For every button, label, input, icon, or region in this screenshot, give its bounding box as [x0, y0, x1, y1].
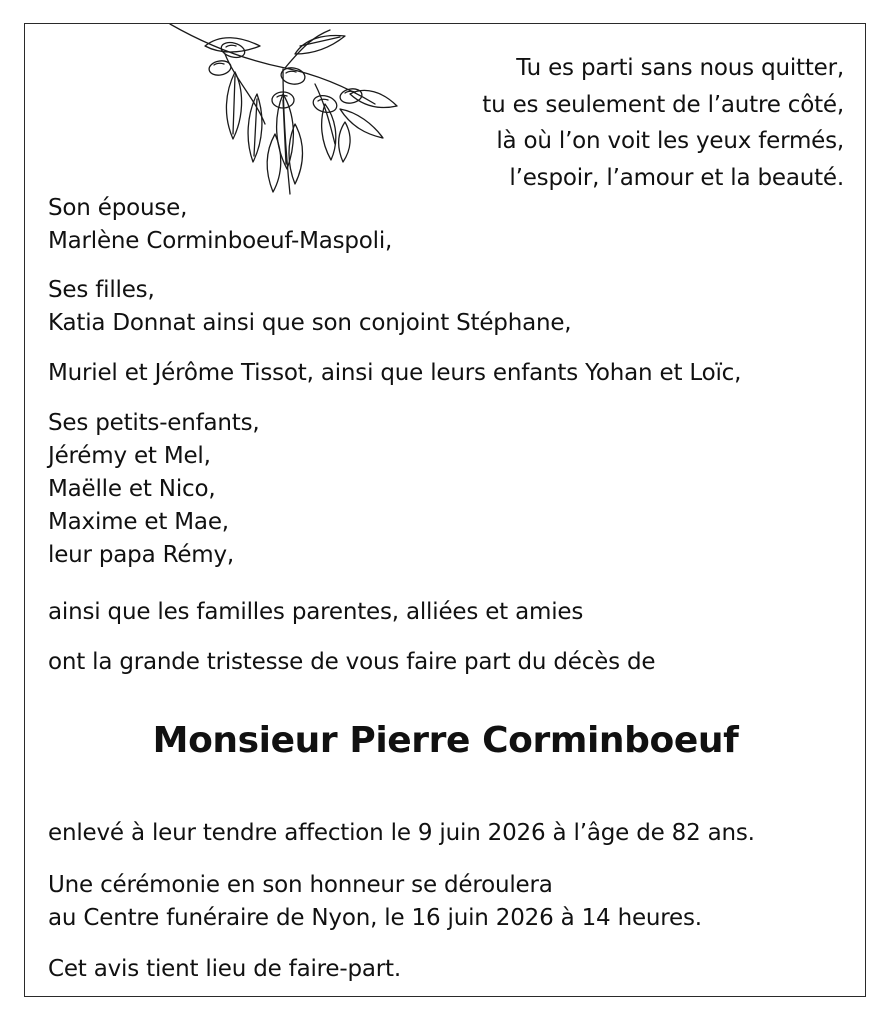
death-line: enlevé à leur tendre affection le 9 juin 2026 à l’âge de 82 ans. — [48, 820, 755, 846]
extended-family: ainsi que les familles parentes, alliées et amies — [48, 599, 584, 625]
deceased-name: Monsieur Pierre Corminboeuf — [152, 720, 739, 761]
grandchild-line: Maëlle et Nico, — [48, 476, 216, 502]
spouse-heading: Son épouse, — [48, 195, 188, 221]
poem-line: tu es seulement de l’autre côté, — [482, 91, 844, 118]
daughters-heading: Ses filles, — [48, 277, 155, 303]
poem-line: l’espoir, l’amour et la beauté. — [509, 164, 844, 191]
grandchild-line: leur papa Rémy, — [48, 542, 235, 568]
ceremony-line: Une cérémonie en son honneur se déroulera — [48, 872, 553, 898]
grandchildren-heading: Ses petits-enfants, — [48, 410, 260, 436]
spouse-name: Marlène Corminboeuf-Maspoli, — [48, 228, 393, 254]
announcement: ont la grande tristesse de vous faire part du décès de — [48, 649, 656, 675]
daughters-block — [48, 274, 571, 340]
poem — [482, 50, 844, 196]
ceremony-line: au Centre funéraire de Nyon, le 16 juin 2026 à 14 heures. — [48, 905, 702, 931]
daughter-line: Katia Donnat ainsi que son conjoint Stéphane, — [48, 310, 572, 336]
grandchild-line: Maxime et Mae, — [48, 509, 229, 535]
poem-line: là où l’on voit les yeux fermés, — [496, 128, 844, 154]
grandchildren-block — [48, 407, 260, 572]
closing-line: Cet avis tient lieu de faire-part. — [48, 956, 401, 982]
spouse-block — [48, 192, 392, 258]
olive-branch-icon — [165, 24, 405, 200]
ceremony-block — [48, 869, 702, 935]
grandchild-line: Jérémy et Mel, — [48, 443, 211, 469]
poem-line: Tu es parti sans nous quitter, — [516, 55, 844, 81]
daughter-line-2: Muriel et Jérôme Tissot, ainsi que leurs enfants Yohan et Loïc, — [48, 360, 742, 386]
